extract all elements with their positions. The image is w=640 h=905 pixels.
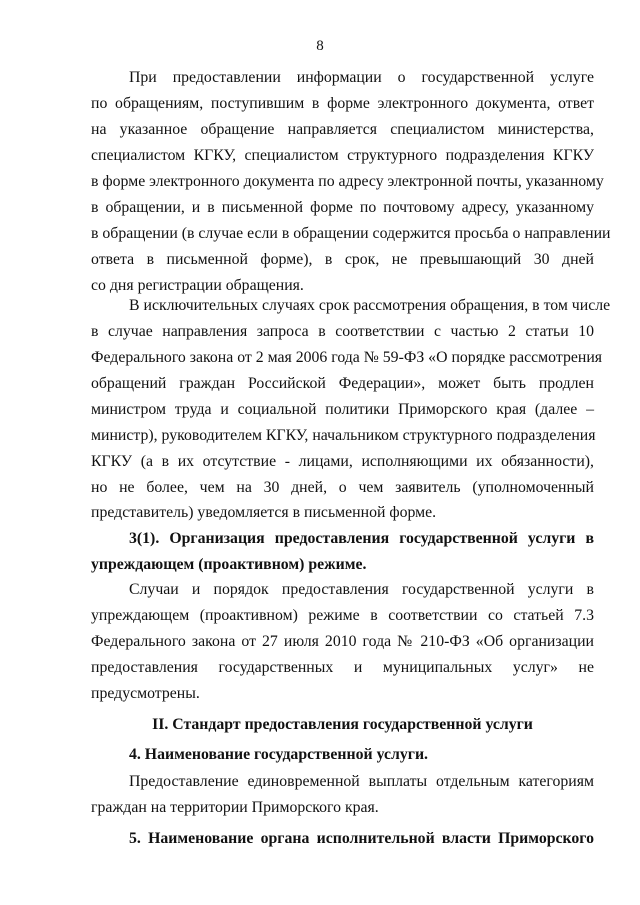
- text-line: обращений граждан Российской Федерации», может быть продлен: [91, 375, 594, 392]
- text-line: При предоставлении информации о государственной услуге: [129, 69, 594, 86]
- text-line: со дня регистрации обращения.: [91, 277, 304, 294]
- text-line: Случаи и порядок предоставления государственной услуги в: [129, 581, 594, 598]
- text-line: представитель) уведомляется в письменной форме.: [91, 504, 437, 521]
- text-line: по обращениям, поступившим в форме электронного документа, ответ: [91, 95, 594, 112]
- heading-executive-body: 5. Наименование органа исполнительной власти Приморского: [129, 830, 594, 847]
- text-line: на указанное обращение направляется специалистом министерства,: [91, 121, 594, 138]
- text-line: КГКУ (а в их отсутствие - лицами, исполняющими их обязанности),: [91, 453, 594, 470]
- section-heading-standard: II. Стандарт предоставления государственной услуги: [152, 716, 533, 733]
- text-line: в случае направления запроса в соответствии с частью 2 статьи 10: [91, 323, 594, 340]
- text-line: в обращении, и в письменной форме по почтовому адресу, указанному: [91, 199, 594, 216]
- text-line: Федерального закона от 27 июля 2010 года № 210-ФЗ «Об организации: [91, 633, 594, 650]
- heading-line: упреждающем (проактивном) режиме.: [91, 556, 367, 573]
- heading-service-name: 4. Наименование государственной услуги.: [129, 746, 428, 763]
- text-line: специалистом КГКУ, специалистом структурного подразделения КГКУ: [91, 147, 594, 164]
- text-line: упреждающем (проактивном) режиме в соответствии со статьей 7.3: [91, 607, 594, 624]
- text-line: Предоставление единовременной выплаты отдельным категориям: [129, 773, 594, 790]
- text-line: Федерального закона от 2 мая 2006 года № 59-ФЗ «О порядке рассмотрения: [91, 349, 603, 366]
- text-line: ответа в письменной форме), в срок, не превышающий 30 дней: [91, 251, 594, 268]
- text-line: министр), руководителем КГКУ, начальником структурного подразделения: [91, 427, 596, 444]
- text-line: министром труда и социальной политики Приморского края (далее –: [91, 401, 594, 418]
- page-number: 8: [316, 38, 324, 54]
- text-line: в обращении (в случае если в обращении содержится просьба о направлении: [91, 225, 611, 242]
- text-line: предоставления государственных и муниципальных услуг» не: [91, 659, 594, 676]
- text-line: В исключительных случаях срок рассмотрения обращения, в том числе: [129, 297, 611, 314]
- text-line: предусмотрены.: [91, 685, 200, 702]
- text-line: граждан на территории Приморского края.: [91, 799, 379, 816]
- text-line: но не более, чем на 30 дней, о чем заявитель (уполномоченный: [91, 479, 594, 496]
- text-line: в форме электронного документа по адресу электронной почты, указанному: [91, 173, 604, 190]
- heading-line: 3(1). Организация предоставления государственной услуги в: [129, 530, 594, 547]
